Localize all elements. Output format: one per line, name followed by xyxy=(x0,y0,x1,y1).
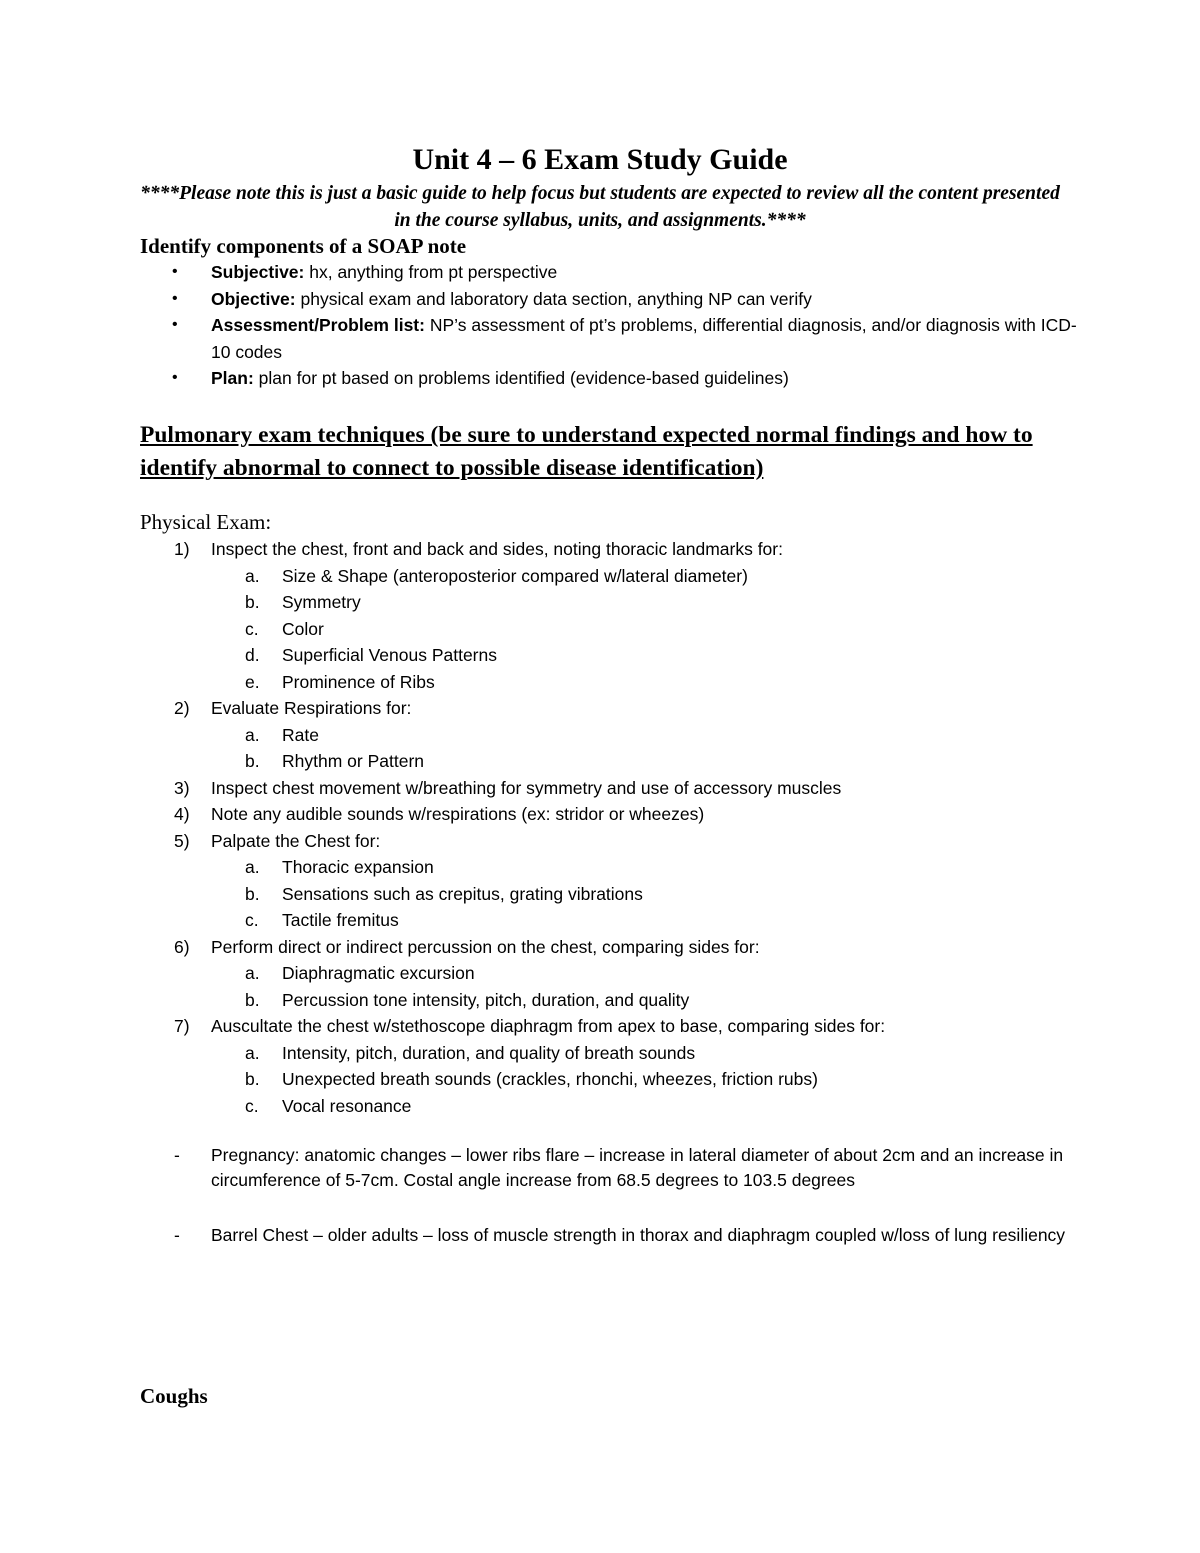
bullet-icon: • xyxy=(172,369,178,386)
soap-term: Assessment/Problem list: xyxy=(211,315,425,335)
substep-text: Intensity, pitch, duration, and quality of breath sounds xyxy=(282,1042,696,1063)
substep-letter: c. xyxy=(245,618,259,639)
substep-text: Color xyxy=(282,618,324,639)
exam-steps-list xyxy=(140,536,1090,1119)
review-note: ****Please note this is just a basic guide to help focus but students are expected to review all the content presented in the course syllabus, units, and assignments.**** xyxy=(140,183,1060,231)
substep-letter: a. xyxy=(245,857,260,877)
substep-text: Vocal resonance xyxy=(282,1095,412,1116)
step-number: 6) xyxy=(174,936,190,957)
substep-text: Prominence of Ribs xyxy=(282,671,435,692)
step-number: 5) xyxy=(174,830,190,851)
soap-item-plan xyxy=(140,365,1080,392)
substep-text: Rhythm or Pattern xyxy=(282,751,424,771)
exam-substep xyxy=(140,589,1090,616)
substep-letter: b. xyxy=(245,883,260,904)
dash-marker: - xyxy=(174,1145,180,1165)
substep-letter: a. xyxy=(245,963,260,983)
soap-term: Objective: xyxy=(211,288,296,309)
soap-text: physical exam and laboratory data section, anything NP can verify xyxy=(295,288,812,309)
soap-item-objective xyxy=(140,286,1080,313)
step-number: 3) xyxy=(174,777,190,798)
bullet-icon: • xyxy=(172,263,178,280)
soap-text: NP’s assessment of pt’s problems, differential diagnosis, and/or diagnosis with ICD-10 codes xyxy=(211,315,1077,362)
substep-text: Tactile fremitus xyxy=(282,910,399,930)
substep-text: Size & Shape (anteroposterior compared w/lateral diameter) xyxy=(282,565,748,586)
exam-substep xyxy=(140,563,1090,590)
substep-text: Sensations such as crepitus, grating vibrations xyxy=(282,883,643,904)
list-item xyxy=(140,1223,1090,1248)
exam-step xyxy=(140,828,1090,855)
soap-text: hx, anything from pt perspective xyxy=(304,262,558,282)
note-text: Pregnancy: anatomic changes – lower ribs flare – increase in lateral diameter of about 2cm and an increase in circumference of 5-7cm. Costal angle increase from 68.5 degrees to 103.5 degrees xyxy=(211,1145,1064,1190)
exam-step xyxy=(140,695,1090,722)
exam-step xyxy=(140,801,1090,828)
substep-letter: b. xyxy=(245,1069,260,1089)
substep-letter: b. xyxy=(245,989,260,1010)
exam-substep xyxy=(140,907,1090,934)
substep-letter: d. xyxy=(245,645,260,665)
step-text: Palpate the Chest for: xyxy=(211,830,381,851)
soap-item-subjective xyxy=(140,259,1080,286)
substep-letter: a. xyxy=(245,724,260,745)
substep-letter: c. xyxy=(245,910,259,930)
exam-step xyxy=(140,1013,1090,1040)
note-text: Barrel Chest – older adults – loss of muscle strength in thorax and diaphragm coupled w/loss of lung resiliency xyxy=(211,1225,1066,1245)
substep-text: Superficial Venous Patterns xyxy=(282,645,497,665)
step-number: 2) xyxy=(174,698,190,718)
substep-letter: b. xyxy=(245,592,260,612)
physical-exam-heading: Physical Exam: xyxy=(140,510,272,534)
bullet-icon: • xyxy=(172,289,178,307)
soap-item-assessment xyxy=(140,312,1080,365)
exam-step xyxy=(140,934,1090,961)
soap-term: Plan: xyxy=(211,368,254,388)
step-number: 1) xyxy=(174,539,190,559)
coughs-heading: Coughs xyxy=(140,1384,208,1408)
exam-substep xyxy=(140,854,1090,881)
soap-heading: Identify components of a SOAP note xyxy=(140,234,467,258)
exam-substep xyxy=(140,960,1090,987)
soap-term: Subjective: xyxy=(211,262,305,282)
exam-substep xyxy=(140,669,1090,696)
exam-substep xyxy=(140,1093,1090,1120)
dash-marker: - xyxy=(174,1225,180,1245)
pulmonary-heading: Pulmonary exam techniques (be sure to understand expected normal findings and how to identify abnormal to connect to possible disease identification) xyxy=(140,422,1033,481)
substep-text: Diaphragmatic excursion xyxy=(282,963,475,983)
pregnancy-note xyxy=(140,1143,1090,1193)
substep-letter: a. xyxy=(245,565,260,586)
exam-substep xyxy=(140,616,1090,643)
step-text: Inspect the chest, front and back and sides, noting thoracic landmarks for: xyxy=(211,539,783,559)
exam-substep xyxy=(140,881,1090,908)
step-number: 4) xyxy=(174,804,190,824)
step-number: 7) xyxy=(174,1016,190,1036)
exam-substep xyxy=(140,987,1090,1014)
soap-list xyxy=(140,259,1080,392)
exam-step xyxy=(140,536,1090,563)
exam-substep xyxy=(140,642,1090,669)
substep-letter: a. xyxy=(245,1042,260,1063)
list-item xyxy=(140,1143,1090,1193)
page-title: Unit 4 – 6 Exam Study Guide xyxy=(412,143,788,176)
exam-substep xyxy=(140,1040,1090,1067)
substep-letter: e. xyxy=(245,671,260,692)
substep-text: Thoracic expansion xyxy=(282,857,434,877)
substep-text: Unexpected breath sounds (crackles, rhonchi, wheezes, friction rubs) xyxy=(282,1069,818,1089)
substep-text: Percussion tone intensity, pitch, duration, and quality xyxy=(282,989,690,1010)
step-text: Evaluate Respirations for: xyxy=(211,698,412,718)
exam-substep xyxy=(140,1066,1090,1093)
substep-text: Symmetry xyxy=(282,592,361,612)
exam-substep xyxy=(140,748,1090,775)
bullet-icon: • xyxy=(172,316,178,333)
step-text: Perform direct or indirect percussion on the chest, comparing sides for: xyxy=(211,936,760,957)
exam-step xyxy=(140,775,1090,802)
step-text: Auscultate the chest w/stethoscope diaphragm from apex to base, comparing sides for: xyxy=(211,1016,886,1036)
soap-text: plan for pt based on problems identified (evidence-based guidelines) xyxy=(253,368,789,388)
exam-substep xyxy=(140,722,1090,749)
step-text: Inspect chest movement w/breathing for symmetry and use of accessory muscles xyxy=(211,777,842,798)
step-text: Note any audible sounds w/respirations (ex: stridor or wheezes) xyxy=(211,804,705,824)
substep-letter: b. xyxy=(245,751,260,771)
barrel-chest-note xyxy=(140,1223,1090,1248)
substep-letter: c. xyxy=(245,1095,259,1116)
substep-text: Rate xyxy=(282,724,319,745)
